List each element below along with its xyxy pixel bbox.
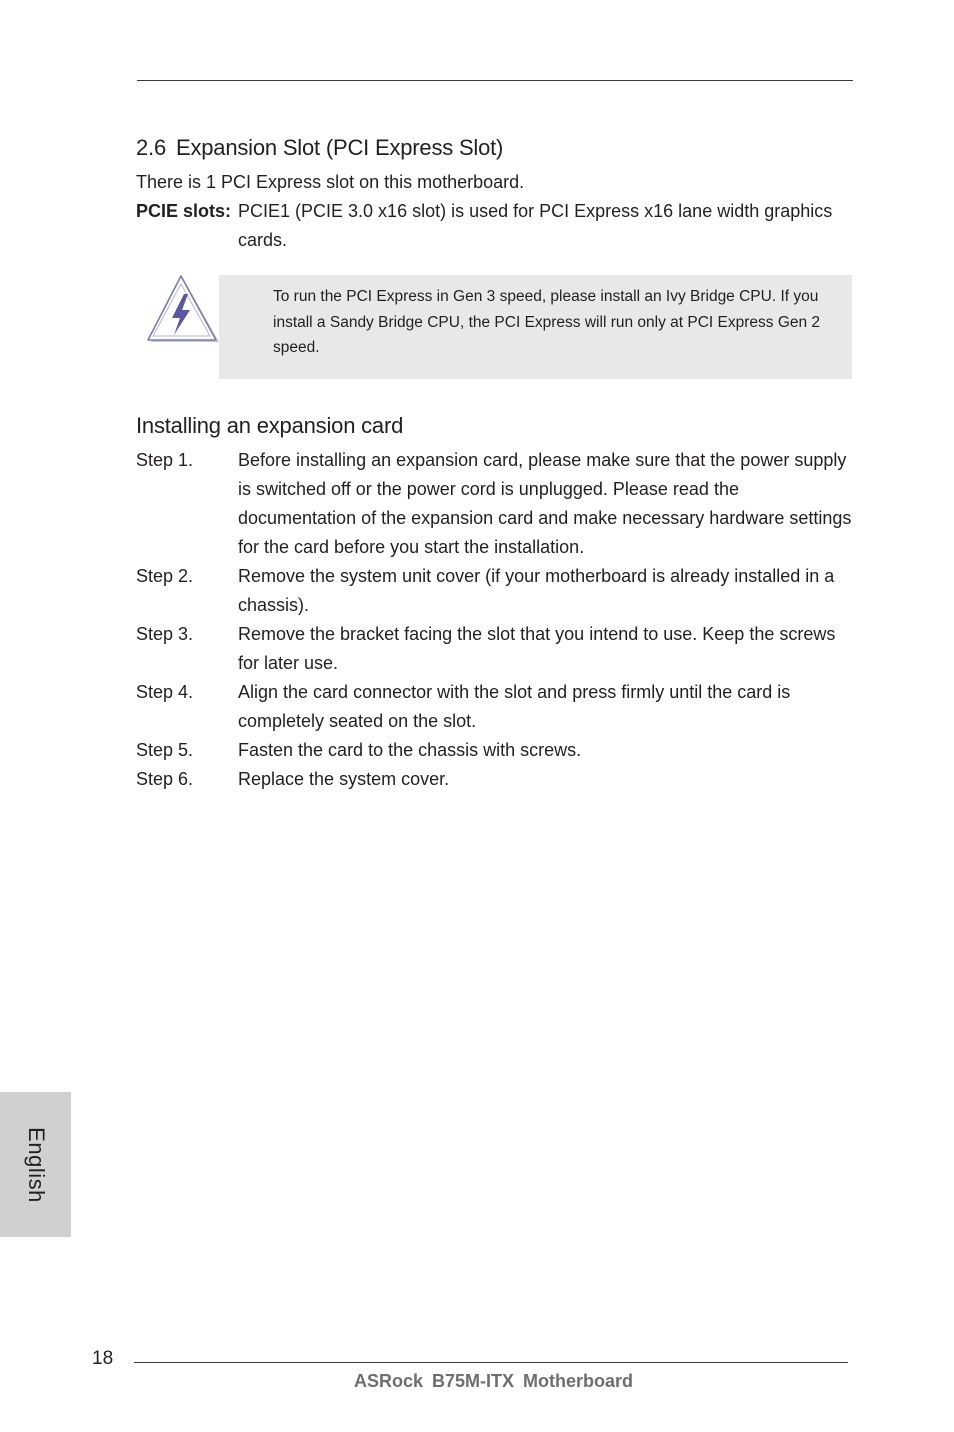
section-heading	[136, 135, 503, 161]
step-text: Before installing an expansion card, please make sure that the power supply is switched off or the power cord is unplugged. Please read the documentation of the expansion card and make necessary hardware settings for the card before you start the installation.	[238, 450, 852, 557]
pcie-slots-description: PCIE1 (PCIE 3.0 x16 slot) is used for PCI Express x16 lane width graphics cards.	[238, 201, 833, 250]
step-item	[136, 678, 856, 736]
step-label: Step 2.	[136, 566, 194, 586]
section-title: Expansion Slot (PCI Express Slot)	[175, 135, 504, 160]
step-label: Step 3.	[136, 624, 194, 644]
step-item	[136, 562, 856, 620]
note-text: To run the PCI Express in Gen 3 speed, please install an Ivy Bridge CPU. If you install a Sandy Bridge CPU, the PCI Express will run only at PCI Express Gen 2 speed.	[273, 288, 821, 356]
step-label: Step 6.	[136, 769, 194, 789]
step-text: Replace the system cover.	[238, 769, 450, 789]
footer-product: ASRock B75M-ITX Motherboard	[354, 1371, 634, 1391]
section-number: 2.6	[136, 135, 166, 160]
step-label: Step 5.	[136, 740, 194, 760]
install-heading: Installing an expansion card	[136, 413, 404, 438]
step-text: Align the card connector with the slot and press firmly until the card is completely seated on the slot.	[238, 682, 791, 731]
header-rule	[137, 80, 853, 81]
step-label: Step 1.	[136, 450, 194, 470]
step-text: Remove the system unit cover (if your motherboard is already installed in a chassis).	[238, 566, 835, 615]
step-text: Remove the bracket facing the slot that you intend to use. Keep the screws for later use.	[238, 624, 836, 673]
step-item	[136, 765, 856, 794]
step-item	[136, 736, 856, 765]
pcie-slots-label: PCIE slots:	[136, 201, 232, 221]
page-number: 18	[92, 1348, 114, 1369]
footer-rule	[134, 1362, 848, 1363]
step-text: Fasten the card to the chassis with screws.	[238, 740, 582, 760]
language-tab-label: English	[23, 1126, 49, 1203]
step-item	[136, 446, 856, 562]
language-tab-label-wrap	[0, 1092, 71, 1237]
step-label: Step 4.	[136, 682, 194, 702]
step-item	[136, 620, 856, 678]
section-intro: There is 1 PCI Express slot on this motherboard.	[136, 172, 525, 192]
install-steps	[136, 446, 856, 794]
warning-lightning-icon	[144, 272, 220, 346]
